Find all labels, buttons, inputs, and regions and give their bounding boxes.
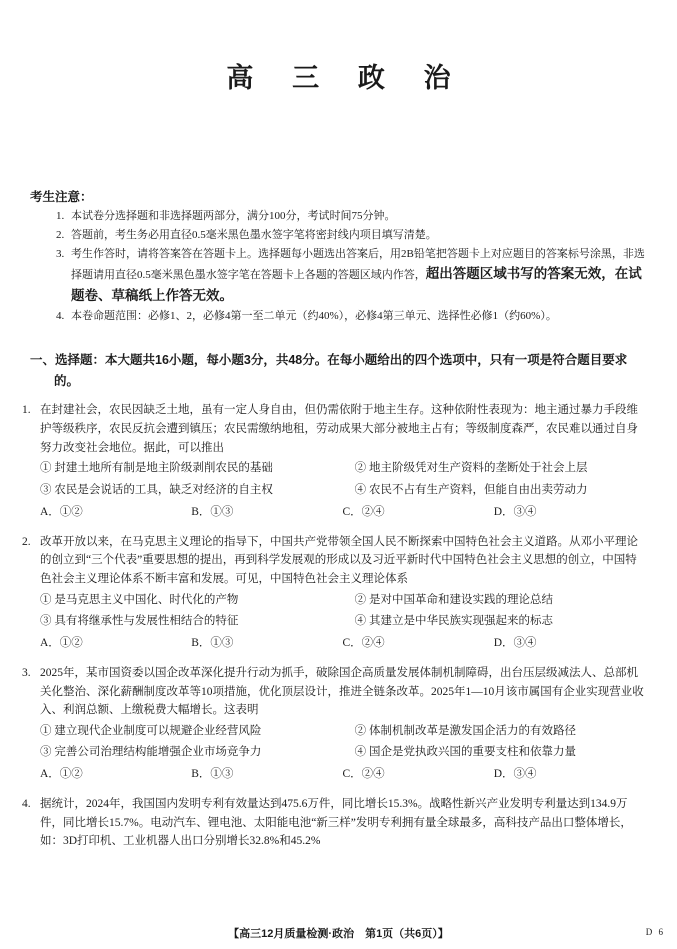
- notice-item-text: 答题前，考生务必用直径0.5毫米黑色墨水签字笔将密封线内项目填写清楚。: [71, 228, 437, 241]
- answer-row: [40, 633, 645, 655]
- choice-option: ④ 其建立是中华民族实现强起来的标志: [354, 614, 553, 627]
- answer-option: A．①②: [40, 768, 83, 781]
- answer-option: B．①③: [191, 637, 234, 650]
- choice-option: ③ 具有将继承性与发展性相结合的特征: [40, 614, 239, 627]
- question-stem: [22, 795, 645, 851]
- choice-option: ① 封建土地所有制是地主阶级剥削农民的基础: [40, 462, 273, 475]
- question-number: 3.: [22, 666, 31, 679]
- question: [22, 795, 645, 851]
- notice-heading: 考生注意：: [30, 190, 93, 204]
- section-heading: 一、选择题：本大题共16小题，每小题3分，共48分。在每小题给出的四个选项中，只有一项是符合题目要求的。: [30, 352, 628, 389]
- choice-group: [40, 721, 645, 764]
- notice-item-text: 本试卷分选择题和非选择题两部分，满分100分，考试时间75分钟。: [71, 210, 396, 222]
- question-stem: [22, 664, 645, 720]
- choice-option: ③ 农民是会说话的工具，缺乏对经济的自主权: [40, 483, 273, 496]
- answer-option: A．①②: [40, 505, 83, 518]
- question-text: 2025年，某市国资委以国企改革深化提升行动为抓手，破除国企高质量发展体制机制障碍，出台压层级减法人、总部机关化整治、深化薪酬制度改革等10项措施，优化顶层设计，推进全链条改革。2025年1—10月该市属国有企业实现营业收入、利润总额、上缴税费大幅增长。这表明: [40, 666, 644, 717]
- answer-option: D．③④: [493, 768, 537, 781]
- question-text: 在封建社会，农民因缺乏土地，虽有一定人身自由，但仍需依附于地主生存。这种依附性表现为：地主通过暴力手段维护等级秩序，农民反抗会遭到镇压；农民需缴纳地租，劳动成果大部分被地主占有；等级制度森严，农民难以通过自身努力改变社会地位。据此，可以推出: [40, 404, 638, 454]
- question-stem: [22, 401, 645, 457]
- notice-item-number: 4.: [56, 310, 65, 323]
- choice-group: [40, 590, 645, 633]
- notice-item-text: 考生作答时，请将答案答在答题卡上。选择题每小题选出答案后，用2B铅笔把答题卡上对应题目的答案标号涂黑，非选择题请用直径0.5毫米黑色墨水签字笔在答题卡上各题的答题区域内作答，: [71, 247, 645, 282]
- answer-option: D．③④: [493, 505, 537, 518]
- question-text: 改革开放以来，在马克思主义理论的指导下，中国共产党带领全国人民不断探索中国特色社会主义道路。从邓小平理论的创立到“三个代表”重要思想的提出，再到科学发展观的形成以及习近平新时代中国特色社会主义思想的创立，中国特色社会主义理论体系不断丰富和发展。可见，中国特色社会主义理论体系: [40, 535, 638, 585]
- choice-group: [40, 458, 645, 501]
- notice-item-text: 本卷命题范围：必修1、2，必修4第一至二单元（约40%），必修4第三单元、选择性必修1（约60%）。: [71, 310, 557, 323]
- notice-item-number: 3.: [56, 247, 65, 260]
- notice-item: [56, 227, 645, 245]
- choice-option: ② 体制机制改革是激发国企活力的有效路径: [354, 724, 576, 737]
- choice-option: ④ 国企是党执政兴国的重要支柱和依靠力量: [354, 746, 576, 759]
- choice-option: ① 是马克思主义中国化、时代化的产物: [40, 593, 239, 606]
- page-footer: [0, 921, 677, 949]
- question: [22, 533, 645, 655]
- answer-row: [40, 764, 645, 786]
- answer-option: A．①②: [40, 637, 83, 650]
- answer-option: C．②④: [342, 637, 385, 650]
- notice-item: [56, 246, 645, 308]
- notice-item-number: 2.: [56, 228, 65, 241]
- notice-list: [30, 208, 645, 326]
- answer-option: D．③④: [493, 637, 537, 650]
- notice-section: [30, 187, 645, 326]
- page-title: 高 三 政 治: [226, 63, 467, 93]
- question-stem: [22, 533, 645, 589]
- question-text: 据统计，2024年，我国国内发明专利有效量达到475.6万件，同比增长15.3%。战略性新兴产业发明专利量达到134.9万件，同比增长15.7%。电动汽车、锂电池、太阳能电池“新三样”发明专利拥有量全球最多，高科技产品出口整体增长，如：3D打印机、工业机器人出口分别增长32.8%和45.2%: [40, 798, 632, 848]
- choice-option: ② 是对中国革命和建设实践的理论总结: [354, 593, 553, 606]
- question-list: [0, 401, 677, 851]
- question: [22, 664, 645, 786]
- answer-option: B．①③: [191, 505, 234, 518]
- question-number: 4.: [22, 798, 31, 811]
- choice-option: ② 地主阶级凭对生产资料的垄断处于社会上层: [354, 462, 588, 475]
- answer-row: [40, 502, 645, 524]
- question-number: 1.: [22, 404, 31, 417]
- footer-code: D 6: [645, 927, 665, 937]
- footer-text: 【高三12月质量检测·政治 第1页（共6页）】: [228, 928, 449, 940]
- answer-option: C．②④: [342, 768, 385, 781]
- choice-option: ① 建立现代企业制度可以规避企业经营风险: [40, 724, 262, 737]
- choice-option: ③ 完善公司治理结构能增强企业市场竞争力: [40, 746, 262, 759]
- notice-item: [56, 308, 645, 326]
- choice-option: ④ 农民不占有生产资料，但能自由出卖劳动力: [354, 483, 588, 496]
- notice-item-emphasis: 超出答题区域书写的答案无效，在试题卷、草稿纸上作答无效。: [71, 266, 642, 304]
- answer-option: B．①③: [191, 768, 234, 781]
- notice-item-number: 1.: [56, 210, 65, 222]
- answer-option: C．②④: [342, 505, 385, 518]
- question: [22, 401, 645, 523]
- notice-item: [56, 208, 645, 226]
- question-number: 2.: [22, 535, 31, 548]
